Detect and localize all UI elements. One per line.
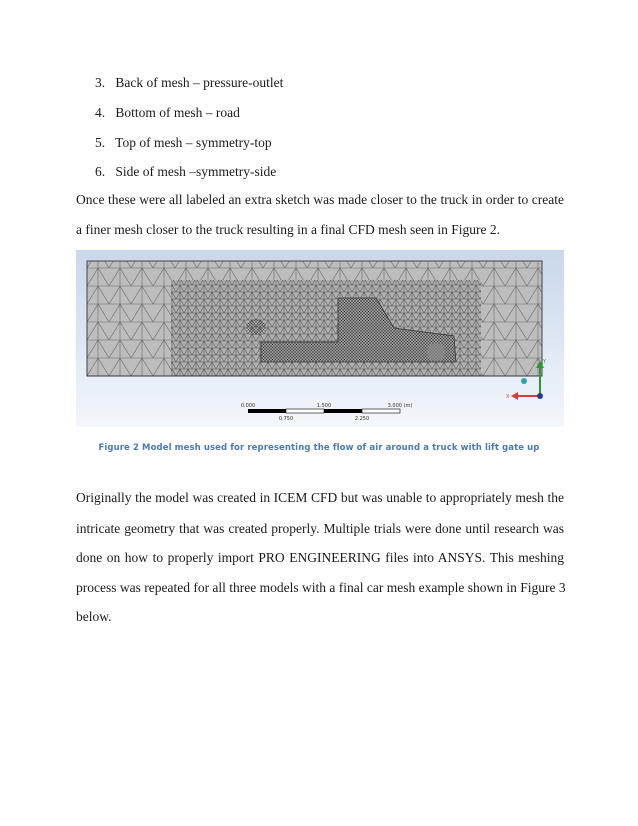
scale-tick-label: 2.250 [354, 416, 370, 422]
list-item [95, 135, 272, 151]
list-text: Side of mesh –symmetry-side [115, 164, 277, 179]
mesh-figure [76, 250, 564, 427]
paragraph-line: Once these were all labeled an extra sketch was made closer to the truck in order to create [76, 192, 564, 207]
list-item [95, 164, 276, 180]
list-number: 6. [95, 164, 106, 179]
list-item [95, 75, 283, 91]
list-number: 5. [95, 135, 106, 150]
figure-caption: Figure 2 Model mesh used for representing the flow of air around a truck with lift gate up [98, 443, 540, 453]
scale-tick-label: 0.000 [240, 403, 256, 409]
scale-tick-label: 3.000 (m) [387, 403, 413, 409]
scale-tick-label: 1.500 [316, 403, 332, 409]
list-text: Top of mesh – symmetry-top [115, 135, 272, 150]
paragraph-line: process was repeated for all three models with a final car mesh example shown in Figure 3 [76, 580, 566, 595]
mesh-image [76, 250, 564, 427]
axis-x-label: X [506, 394, 510, 400]
list-number: 4. [95, 105, 106, 120]
list-text: Back of mesh – pressure-outlet [115, 75, 284, 90]
axis-y-label: Y [543, 359, 547, 365]
paragraph-line: below. [76, 609, 112, 624]
paragraph-line: a finer mesh closer to the truck resulting in a final CFD mesh seen in Figure 2. [76, 222, 501, 237]
paragraph-line: intricate geometry that was created properly. Multiple trials were done until research was [76, 521, 564, 536]
list-item [95, 105, 240, 121]
scale-tick-label: 0.750 [278, 416, 294, 422]
list-text: Bottom of mesh – road [115, 105, 240, 120]
list-number: 3. [95, 75, 106, 90]
paragraph-line: done on how to properly import PRO ENGINEERING files into ANSYS. This meshing [76, 550, 564, 565]
scale-bar [241, 403, 413, 422]
paragraph-line: Originally the model was created in ICEM CFD but was unable to appropriately mesh the [76, 490, 564, 505]
